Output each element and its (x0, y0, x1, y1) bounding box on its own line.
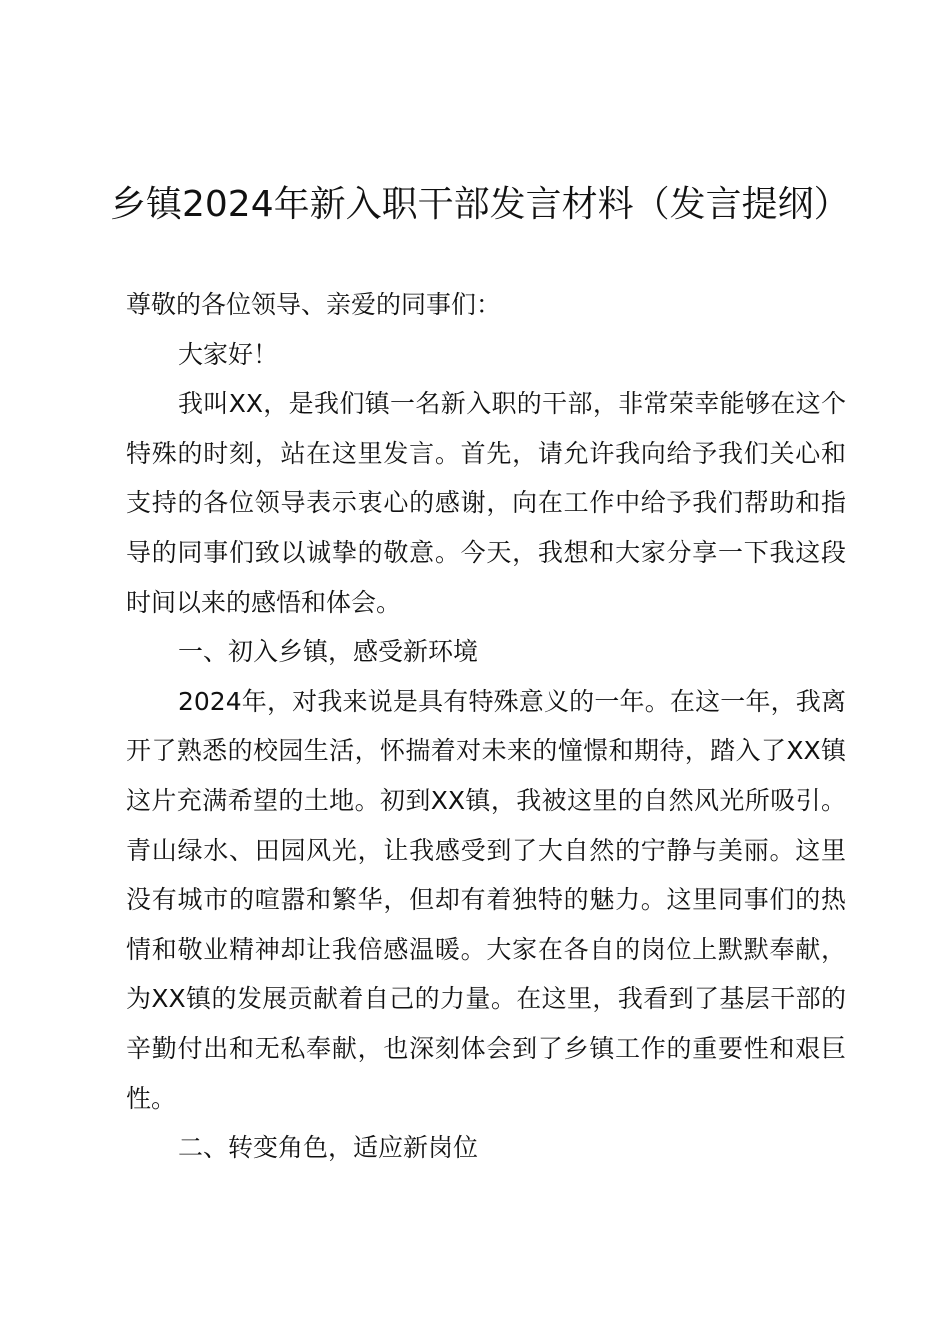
section-heading-1: 一、初入乡镇，感受新环境 (178, 637, 479, 667)
section-1-paragraph: 2024年，对我来说是具有特殊意义的一年。在这一年，我离开了熟悉的校园生活，怀揣着对未来的憧憬和期待，踏入了XX镇这片充满希望的土地。初到XX镇，我被这里的自然风光所吸引。青山绿水、田园风光，让我感受到了大自然的宁静与美丽。这里没有城市的喧嚣和繁华，但却有着独特的魅力。这里同事们的热情和敬业精神却让我倍感温暖。大家在各自的岗位上默默奉献，为XX镇的发展贡献着自己的力量。在这里，我看到了基层干部的辛勤付出和无私奉献，也深刻体会到了乡镇工作的重要性和艰巨性。 (126, 686, 846, 1113)
document-title: 乡镇2024年新入职干部发言材料（发言提纲） (110, 184, 850, 225)
intro-paragraph: 我叫XX，是我们镇一名新入职的干部，非常荣幸能够在这个特殊的时刻，站在这里发言。首先，请允许我向给予我们关心和支持的各位领导表示衷心的感谢，向在工作中给予我们帮助和指导的同事们致以诚挚的敬意。今天，我想和大家分享一下我这段时间以来的感悟和体会。 (126, 389, 846, 617)
document-body (126, 280, 846, 1173)
greeting: 大家好！ (178, 339, 279, 369)
section-heading-2: 二、转变角色，适应新岗位 (178, 1133, 479, 1163)
salutation: 尊敬的各位领导、亲爱的同事们： (126, 290, 502, 319)
